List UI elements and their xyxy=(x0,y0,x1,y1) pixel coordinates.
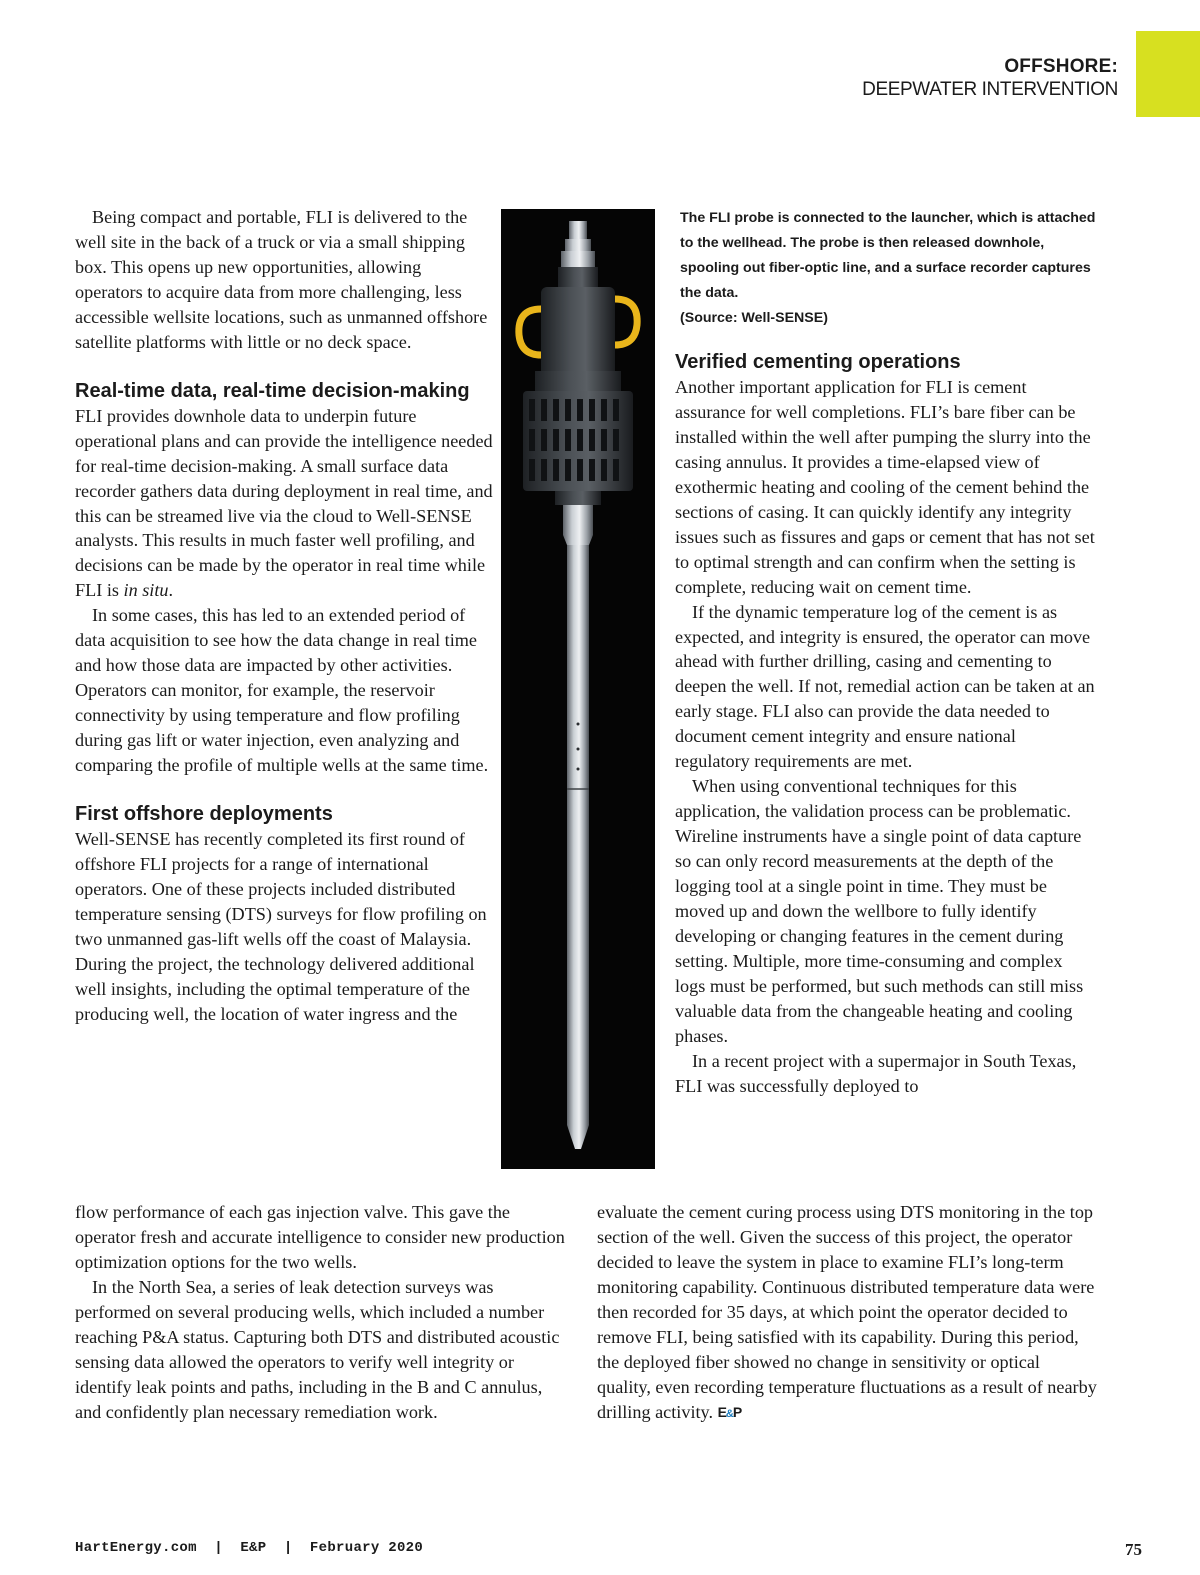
photo-caption xyxy=(680,206,1100,331)
paragraph-realtime-1: FLI provides downhole data to underpin future operational plans and can provide the intelligence needed for real-time decision-making. A small surface data recorder gathers data during deployment in real time, and this can be streamed live via the cloud to Well-SENSE analysts. This results in much faster well profiling, and decisions can be made by the operator in real time while FLI is in situ. xyxy=(75,405,493,601)
heading-cementing: Verified cementing operations xyxy=(675,351,961,373)
section-color-tab xyxy=(1136,31,1200,117)
right-column-bottom xyxy=(597,1200,1097,1427)
paragraph-cementing-1: Another important application for FLI is cement assurance for well completions. FLI’s bare fiber can be installed within the well after pumping the slurry into the casing annulus. It provides a time-elapsed view of exothermic heating and cooling of the cement behind the sections of casing. It can quickly identify any integrity issues such as fissures and gaps or cement that has not set to optimal strength and can confirm when the setting is complete, reducing wait on cement time. xyxy=(675,377,1095,597)
left-column-top xyxy=(75,205,493,1027)
paragraph-offshore-2: In the North Sea, a series of leak detection surveys was performed on several producing wells, which included a number reaching P&A status. Capturing both DTS and distributed acoustic sensing data allowed the operators to verify well integrity or identify leak points and paths, including in the B and C annulus, and confidently plan necessary remediation work. xyxy=(75,1276,560,1422)
caption-source: (Source: Well-SENSE) xyxy=(680,310,828,326)
heading-offshore: First offshore deployments xyxy=(75,803,333,826)
right-column-top xyxy=(675,350,1095,1099)
ep-end-logo: E&P xyxy=(717,1403,742,1420)
paragraph-offshore-1: Well-SENSE has recently completed its first round of offshore FLI projects for a range of international operators. One of these projects included distributed temperature sensing (DTS) surveys for flow profiling on two unmanned gas-lift wells off the coast of Malaysia. During the project, the technology delivered additional well insights, including the optimal temperature of the producing well, the location of water ingress and the xyxy=(75,829,487,1024)
paragraph-offshore-1-continued: flow performance of each gas injection valve. This gave the operator fresh and accurate intelligence to consider new production optimization options for the two wells. xyxy=(75,1202,565,1272)
intro-paragraph: Being compact and portable, FLI is delivered to the well site in the back of a truck or via a small shipping box. This opens up new opportunities, allowing operators to acquire data from more challenging, less accessible wellsite locations, such as unmanned offshore satellite platforms with little or no deck space. xyxy=(75,207,488,352)
caption-text: The FLI probe is connected to the launcher, which is attached to the wellhead. The probe is then released downhole, spooling out fiber-optic line, and a surface recorder captures the data. xyxy=(680,210,1096,301)
paragraph-cementing-3: When using conventional techniques for this application, the validation process can be problematic. Wireline instruments have a single point of data capture so can only record measurements at the depth of the logging tool at a single point in time. They must be moved up and down the wellbore to fully identify developing or changing features in the cement during setting. Multiple, more time-consuming and complex logs must be performed, but such methods can still miss valuable data from the changeable heating and cooling phases. xyxy=(675,776,1084,1046)
fli-probe-photo xyxy=(501,209,655,1169)
fli-probe-illustration xyxy=(501,209,655,1169)
page-header xyxy=(862,56,1118,102)
paragraph-realtime-2: In some cases, this has led to an extended period of data acquisition to see how the data change in real time and how those data are impacted by other activities. Operators can monitor, for example, the reservoir connectivity by using temperature and flow profiling during gas lift or water injection, even analyzing and comparing the profile of multiple wells at the same time. xyxy=(75,605,489,776)
page-footer: HartEnergy.com | E&P | February 2020 xyxy=(75,1540,424,1556)
subsection-label: DEEPWATER INTERVENTION xyxy=(862,79,1118,100)
left-column-bottom xyxy=(75,1200,570,1425)
section-label: OFFSHORE: xyxy=(1004,56,1118,77)
italic-in-situ: in situ xyxy=(123,580,169,601)
page-number: 75 xyxy=(1125,1540,1142,1559)
paragraph-cementing-4-continued: evaluate the cement curing process using DTS monitoring in the top section of the well. Given the success of this project, the operator decided to leave the system in place to examine FLI’s long-term monitoring capability. Continuous distributed temperature data were then recorded for 35 days, at which point the operator decided to remove FLI, being satisfied with its capability. During this period, the deployed fiber showed no change in sensitivity or optical quality, even recording temperature fluctuations as a result of nearby drilling activity. E&P xyxy=(597,1200,1097,1427)
paragraph-cementing-2: If the dynamic temperature log of the cement is as expected, and integrity is ensured, the operator can move ahead with further drilling, casing and cementing to deepen the well. If not, remedial action can be taken at an early stage. FLI also can provide the data needed to document cement integrity and ensure national regulatory requirements are met. xyxy=(675,601,1095,772)
heading-realtime: Real-time data, real-time decision-making xyxy=(75,379,470,402)
paragraph-cementing-4-start: In a recent project with a supermajor in South Texas, FLI was successfully deployed to xyxy=(675,1050,1077,1096)
